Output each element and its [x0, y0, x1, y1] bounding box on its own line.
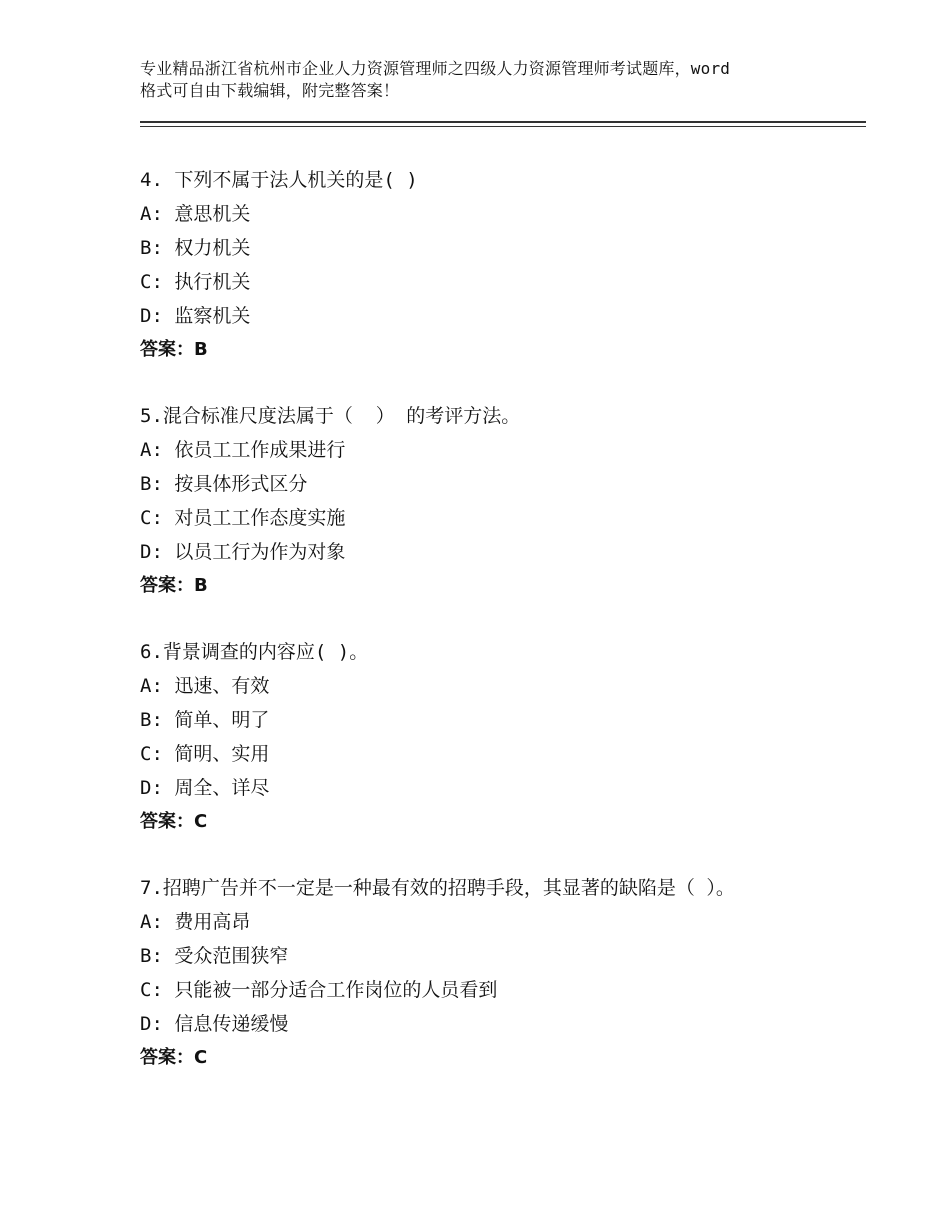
answer-label: 答案：C — [140, 1047, 208, 1068]
option-d: D: 监察机关 — [140, 305, 251, 327]
header-title-line-2: 格式可自由下载编辑，附完整答案！ — [140, 81, 400, 100]
question-text: 6.背景调查的内容应( )。 — [140, 641, 369, 663]
option-c: C: 简明、实用 — [140, 743, 270, 765]
header-divider-thick — [140, 121, 866, 123]
option-d: D: 周全、详尽 — [140, 777, 270, 799]
option-d: D: 信息传递缓慢 — [140, 1013, 289, 1035]
option-a: A: 费用高昂 — [140, 911, 251, 933]
question-5 — [140, 399, 820, 603]
question-text: 7.招聘广告并不一定是一种最有效的招聘手段，其显著的缺陷是（ ）。 — [140, 877, 735, 899]
option-c: C: 执行机关 — [140, 271, 251, 293]
option-c: C: 只能被一部分适合工作岗位的人员看到 — [140, 979, 498, 1001]
question-text: 5.混合标准尺度法属于（ ） 的考评方法。 — [140, 405, 521, 427]
question-text: 4. 下列不属于法人机关的是( ) — [140, 169, 418, 191]
question-4 — [140, 163, 820, 367]
option-b: B: 受众范围狭窄 — [140, 945, 289, 967]
option-b: B: 简单、明了 — [140, 709, 270, 731]
option-c: C: 对员工工作态度实施 — [140, 507, 346, 529]
option-a: A: 迅速、有效 — [140, 675, 270, 697]
option-b: B: 权力机关 — [140, 237, 251, 259]
option-b: B: 按具体形式区分 — [140, 473, 308, 495]
answer-label: 答案：B — [140, 339, 208, 360]
option-a: A: 意思机关 — [140, 203, 251, 225]
answer-label: 答案：C — [140, 811, 208, 832]
question-7 — [140, 871, 820, 1075]
option-a: A: 依员工工作成果进行 — [140, 439, 346, 461]
question-list — [140, 163, 820, 1107]
document-header — [140, 58, 840, 102]
question-6 — [140, 635, 820, 839]
header-title-line-1: 专业精品浙江省杭州市企业人力资源管理师之四级人力资源管理师考试题库，word — [140, 59, 731, 78]
option-d: D: 以员工行为作为对象 — [140, 541, 346, 563]
answer-label: 答案：B — [140, 575, 208, 596]
header-divider-thin — [140, 126, 866, 127]
